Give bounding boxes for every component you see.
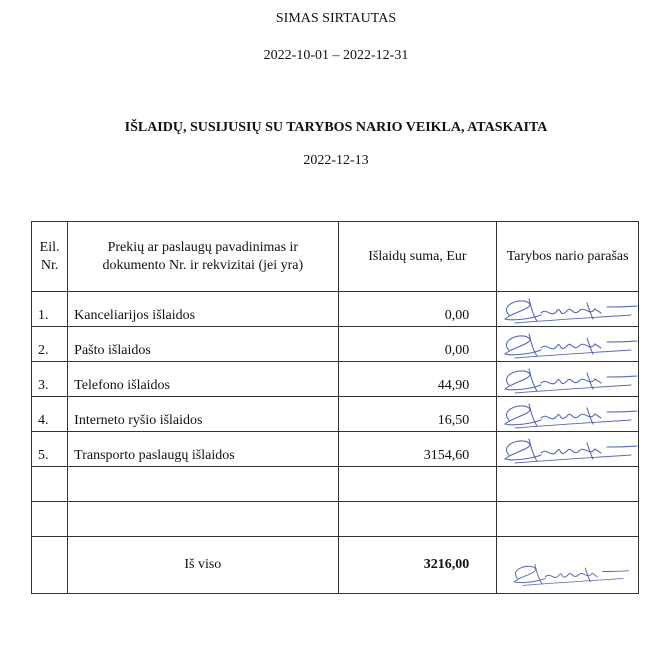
header-name	[68, 222, 338, 292]
header-sum: Išlaidų suma, Eur	[338, 222, 497, 292]
handwritten-signature-icon	[491, 363, 641, 399]
row-sum: 0,00	[338, 292, 497, 327]
row-nr: 2.	[32, 327, 68, 362]
handwritten-signature-icon	[491, 293, 641, 329]
handwritten-signature-icon	[502, 555, 632, 595]
table-row	[32, 362, 639, 397]
row-signature-cell	[497, 362, 639, 397]
row-nr: 5.	[32, 432, 68, 467]
row-signature-cell	[497, 292, 639, 327]
header-nr-line1: Eil.	[39, 240, 60, 256]
row-name: Transporto paslaugų išlaidos	[68, 432, 338, 467]
expense-table	[31, 221, 639, 594]
row-signature-cell	[497, 327, 639, 362]
total-sum: 3216,00	[338, 537, 497, 594]
row-signature-cell	[497, 397, 639, 432]
handwritten-signature-icon	[491, 433, 641, 469]
table-total-row	[32, 537, 639, 594]
table-row-empty	[32, 502, 639, 537]
header-nr-line2: Nr.	[40, 257, 59, 273]
row-name: Pašto išlaidos	[68, 327, 338, 362]
row-sum: 44,90	[338, 362, 497, 397]
table-row	[32, 432, 639, 467]
person-name: SIMAS SIRTAUTAS	[275, 11, 397, 26]
report-title: IŠLAIDŲ, SUSIJUSIŲ SU TARYBOS NARIO VEIKLA, ATASKAITA	[124, 120, 548, 135]
table-row	[32, 327, 639, 362]
header-nr	[32, 222, 68, 292]
header-name-line1: Prekių ar paslaugų pavadinimas ir	[107, 240, 299, 256]
header-name-line2: dokumento Nr. ir rekvizitai (jei yra)	[102, 257, 304, 273]
row-signature-cell	[497, 432, 639, 467]
row-sum: 3154,60	[338, 432, 497, 467]
report-period: 2022-10-01 – 2022-12-31	[263, 48, 409, 63]
table-row	[32, 292, 639, 327]
table-row	[32, 397, 639, 432]
row-name: Interneto ryšio išlaidos	[68, 397, 338, 432]
total-label: Iš viso	[68, 537, 338, 594]
row-sum: 16,50	[338, 397, 497, 432]
table-header-row	[32, 222, 639, 292]
row-nr: 3.	[32, 362, 68, 397]
row-name: Telefono išlaidos	[68, 362, 338, 397]
header-signature: Tarybos nario parašas	[497, 222, 639, 292]
handwritten-signature-icon	[491, 328, 641, 364]
row-nr: 4.	[32, 397, 68, 432]
row-nr: 1.	[32, 292, 68, 327]
total-signature-cell	[497, 537, 639, 594]
row-name: Kanceliarijos išlaidos	[68, 292, 338, 327]
report-date: 2022-12-13	[303, 153, 369, 168]
handwritten-signature-icon	[491, 398, 641, 434]
row-sum: 0,00	[338, 327, 497, 362]
table-row-empty	[32, 467, 639, 502]
